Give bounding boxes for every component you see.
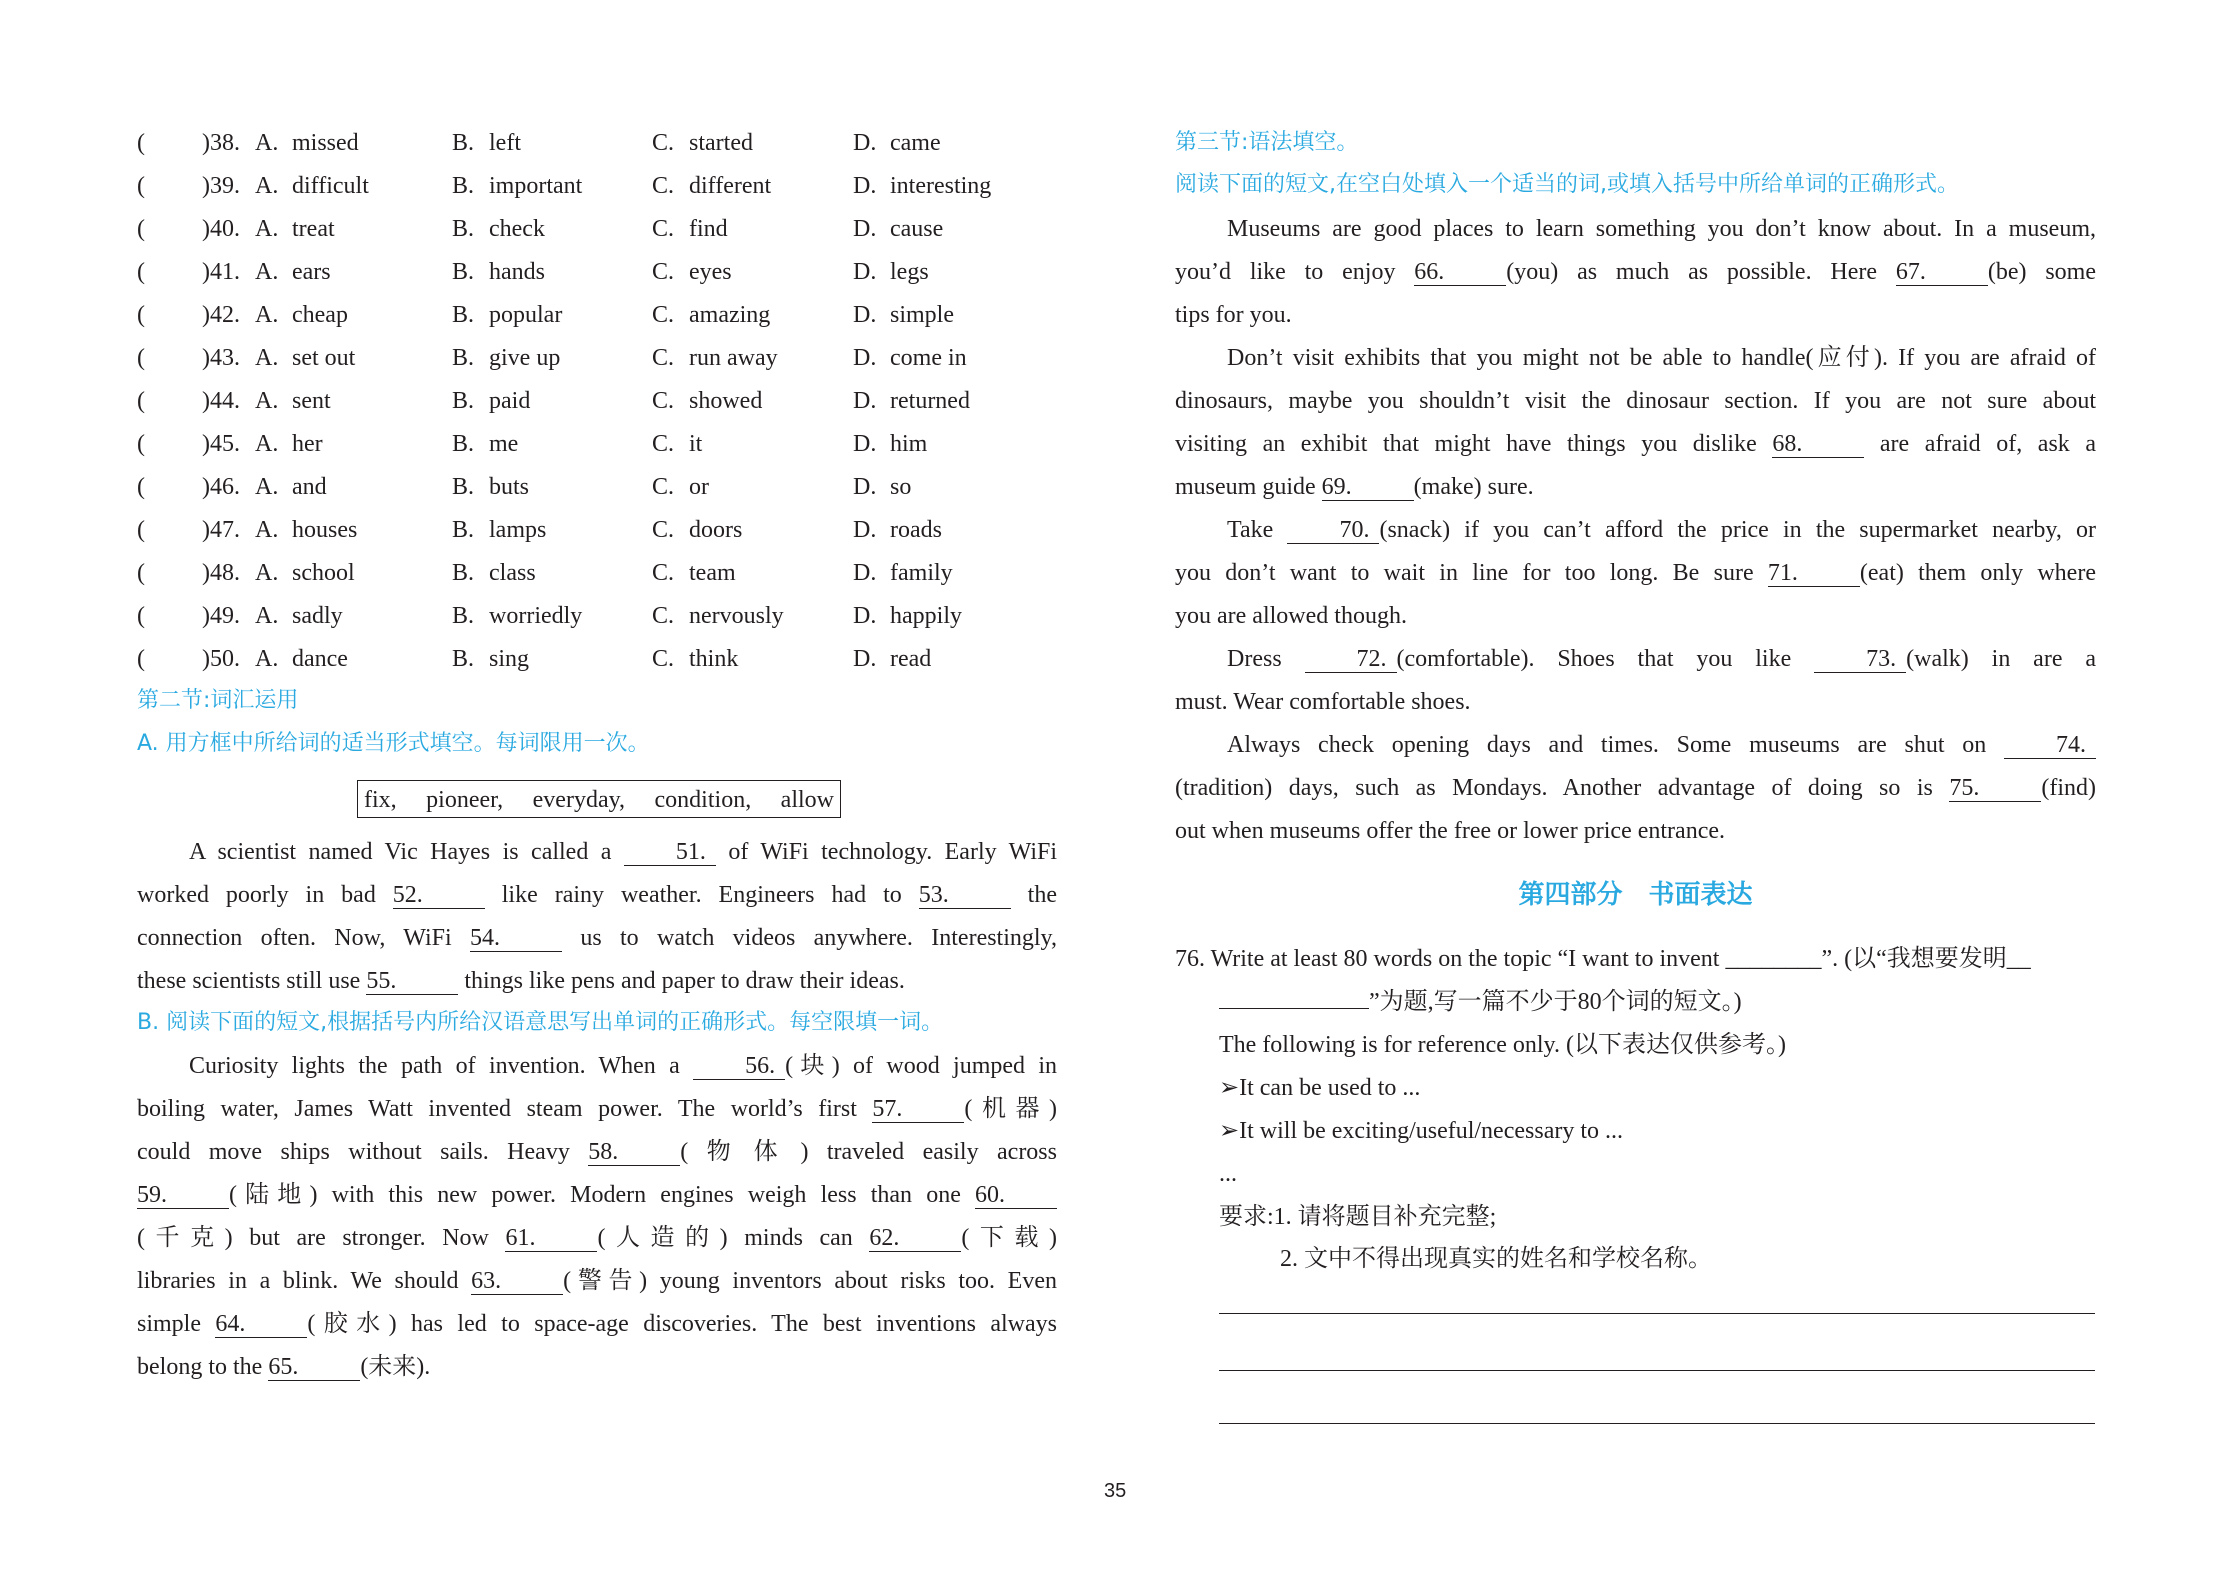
blank-58[interactable]: 58. — [588, 1139, 680, 1166]
blank-53[interactable]: 53. — [919, 882, 1011, 909]
option-text[interactable]: find — [689, 216, 728, 242]
option-text[interactable]: so — [890, 474, 912, 500]
q76-prompt-line1: 76. Write at least 80 words on the topic “I want to invent ________”. (以“我想要发明__ — [1175, 946, 2031, 972]
option-text[interactable]: hands — [489, 259, 545, 285]
blank-71[interactable]: 71. — [1768, 560, 1860, 587]
blank-61[interactable]: 61. — [505, 1225, 597, 1252]
option-text[interactable]: read — [890, 646, 932, 672]
option-letter[interactable]: A. — [255, 216, 279, 242]
option-letter[interactable]: A. — [255, 646, 279, 672]
option-text[interactable]: simple — [890, 302, 954, 328]
blank-62[interactable]: 62. — [869, 1225, 961, 1252]
section3-line: museum guide 69. (make) sure. — [1175, 474, 1534, 500]
option-letter[interactable]: A. — [255, 345, 279, 371]
blank-75[interactable]: 75. — [1949, 775, 2041, 802]
option-letter[interactable]: C. — [652, 345, 675, 371]
option-letter[interactable]: B. — [452, 646, 475, 672]
option-letter[interactable]: A. — [255, 474, 279, 500]
word-box-item: everyday, — [532, 787, 626, 813]
page-number: 35 — [1104, 1480, 1127, 1502]
answer-paren[interactable]: ( — [137, 474, 145, 500]
question-number: )39. — [202, 173, 240, 199]
option-text[interactable]: nervously — [689, 603, 784, 629]
option-text[interactable]: family — [890, 560, 953, 586]
option-text[interactable]: missed — [292, 130, 359, 156]
blank-70[interactable]: 70. — [1287, 517, 1379, 544]
option-letter[interactable]: D. — [853, 560, 877, 586]
cloze-question-row — [137, 429, 1057, 459]
option-letter[interactable]: B. — [452, 431, 475, 457]
option-letter[interactable]: B. — [452, 259, 475, 285]
question-number: )43. — [202, 345, 240, 371]
blank-65[interactable]: 65. — [268, 1354, 360, 1381]
cloze-question-row — [137, 386, 1057, 416]
option-letter[interactable]: B. — [452, 216, 475, 242]
option-text[interactable]: returned — [890, 388, 970, 414]
section3-instruction: 阅读下面的短文,在空白处填入一个适当的词,或填入括号中所给单词的正确形式。 — [1175, 172, 1959, 197]
option-text[interactable]: popular — [489, 302, 563, 328]
option-letter[interactable]: B. — [452, 302, 475, 328]
writing-line[interactable] — [1219, 1423, 2095, 1424]
option-text[interactable]: doors — [689, 517, 743, 543]
option-text[interactable]: ears — [292, 259, 331, 285]
option-text[interactable]: team — [689, 560, 736, 586]
option-letter[interactable]: A. — [255, 431, 279, 457]
answer-paren[interactable]: ( — [137, 259, 145, 285]
bullet-item: ➢It can be used to ... — [1219, 1075, 1421, 1101]
option-letter[interactable]: B. — [452, 603, 475, 629]
option-letter[interactable]: A. — [255, 173, 279, 199]
option-text[interactable]: sadly — [292, 603, 343, 629]
option-text[interactable]: it — [689, 431, 703, 457]
answer-paren[interactable]: ( — [137, 431, 145, 457]
option-letter[interactable]: C. — [652, 431, 675, 457]
blank-56[interactable]: 56. — [693, 1053, 785, 1080]
ellipsis: ... — [1219, 1161, 1237, 1187]
option-text[interactable]: sent — [292, 388, 331, 414]
section2-partA-instruction: A. 用方框中所给词的适当形式填空。每词限用一次。 — [137, 731, 650, 756]
answer-paren[interactable]: ( — [137, 216, 145, 242]
section2-title: 第二节:词汇运用 — [137, 688, 299, 713]
question-number: )41. — [202, 259, 240, 285]
option-letter[interactable]: D. — [853, 259, 877, 285]
option-letter[interactable]: A. — [255, 603, 279, 629]
option-text[interactable]: me — [489, 431, 519, 457]
section3-line: Dress 72. (comfortable). Shoes that you like 73. (walk) in are a — [1227, 646, 2097, 672]
part4-title: 第四部分 书面表达 — [1518, 880, 1753, 910]
blank-54[interactable]: 54. — [470, 925, 562, 952]
option-text[interactable]: come in — [890, 345, 967, 371]
title-blank[interactable] — [1219, 1008, 1369, 1009]
option-text[interactable]: him — [890, 431, 928, 457]
option-text[interactable]: sing — [489, 646, 530, 672]
question-number: )46. — [202, 474, 240, 500]
answer-paren[interactable]: ( — [137, 388, 145, 414]
cloze-question-row — [137, 515, 1057, 545]
partA-line: worked poorly in bad 52. like rainy weather. Engineers had to 53. the — [137, 882, 1057, 908]
section3-line: must. Wear comfortable shoes. — [1175, 689, 1471, 715]
section3-title: 第三节:语法填空。 — [1175, 130, 1359, 155]
option-text[interactable]: happily — [890, 603, 962, 629]
section3-line: Take 70. (snack) if you can’t afford the price in the supermarket nearby, or — [1227, 517, 2096, 543]
option-text[interactable]: her — [292, 431, 323, 457]
answer-paren[interactable]: ( — [137, 302, 145, 328]
option-text[interactable]: check — [489, 216, 545, 242]
option-letter[interactable]: C. — [652, 216, 675, 242]
option-letter[interactable]: B. — [452, 173, 475, 199]
option-letter[interactable]: D. — [853, 517, 877, 543]
option-text[interactable]: difficult — [292, 173, 369, 199]
option-text[interactable]: think — [689, 646, 739, 672]
bullet-item: ➢It will be exciting/useful/necessary to ... — [1219, 1118, 1624, 1144]
option-text[interactable]: important — [489, 173, 583, 199]
option-letter[interactable]: B. — [452, 130, 475, 156]
cloze-question-row — [137, 472, 1057, 502]
blank-52[interactable]: 52. — [393, 882, 485, 909]
cloze-question-row — [137, 558, 1057, 588]
question-number: )42. — [202, 302, 240, 328]
option-letter[interactable]: D. — [853, 345, 877, 371]
option-text[interactable]: class — [489, 560, 536, 586]
option-text[interactable]: started — [689, 130, 753, 156]
partA-line: these scientists still use 55. things like pens and paper to draw their ideas. — [137, 968, 905, 994]
section3-line: tips for you. — [1175, 302, 1292, 328]
option-letter[interactable]: B. — [452, 345, 475, 371]
section3-line: Don’t visit exhibits that you might not be able to handle(应付). If you are afraid of — [1227, 345, 2096, 371]
word-box-item: pioneer, — [426, 787, 504, 813]
option-letter[interactable]: C. — [652, 646, 675, 672]
cloze-question-row — [137, 601, 1057, 631]
option-letter[interactable]: D. — [853, 646, 877, 672]
option-text[interactable]: different — [689, 173, 772, 199]
option-letter[interactable]: A. — [255, 560, 279, 586]
option-text[interactable]: showed — [689, 388, 763, 414]
cloze-question-row — [137, 171, 1057, 201]
option-text[interactable]: cause — [890, 216, 944, 242]
blank-69[interactable]: 69. — [1322, 474, 1414, 501]
section3-line: out when museums offer the free or lower price entrance. — [1175, 818, 1725, 844]
option-letter[interactable]: A. — [255, 302, 279, 328]
blank-51[interactable]: 51. — [624, 839, 716, 866]
partB-line: belong to the 65. (未来). — [137, 1354, 431, 1380]
question-number: )47. — [202, 517, 240, 543]
option-text[interactable]: roads — [890, 517, 942, 543]
answer-paren[interactable]: ( — [137, 173, 145, 199]
q76-prompt-line2: ”为题,写一篇不少于80个词的短文。) — [1219, 987, 1742, 1017]
question-number: )50. — [202, 646, 240, 672]
arrow-bullet-icon: ➢ — [1219, 1075, 1240, 1101]
option-letter[interactable]: C. — [652, 560, 675, 586]
option-text[interactable]: and — [292, 474, 327, 500]
writing-line[interactable] — [1219, 1313, 2095, 1314]
option-text[interactable]: school — [292, 560, 355, 586]
blank-73[interactable]: 73. — [1814, 646, 1906, 673]
requirement-1: 要求:1. 请将题目补充完整; — [1219, 1204, 1497, 1230]
option-letter[interactable]: D. — [853, 216, 877, 242]
blank-55[interactable]: 55. — [366, 968, 458, 995]
cloze-question-row — [137, 257, 1057, 287]
question-number: )49. — [202, 603, 240, 629]
partB-line: Curiosity lights the path of invention. When a 56. (块) of wood jumped in — [189, 1053, 1058, 1079]
writing-line[interactable] — [1219, 1370, 2095, 1371]
option-text[interactable]: cheap — [292, 302, 348, 328]
option-letter[interactable]: B. — [452, 474, 475, 500]
section3-line: you are allowed though. — [1175, 603, 1407, 629]
option-text[interactable]: lamps — [489, 517, 547, 543]
question-number: )48. — [202, 560, 240, 586]
option-letter[interactable]: C. — [652, 259, 675, 285]
arrow-bullet-icon: ➢ — [1219, 1118, 1240, 1144]
word-box-item: allow — [780, 787, 834, 813]
option-letter[interactable]: B. — [452, 388, 475, 414]
blank-57[interactable]: 57. — [872, 1096, 964, 1123]
question-number: )40. — [202, 216, 240, 242]
option-text[interactable]: came — [890, 130, 941, 156]
answer-paren[interactable]: ( — [137, 646, 145, 672]
answer-paren[interactable]: ( — [137, 603, 145, 629]
answer-paren[interactable]: ( — [137, 517, 145, 543]
partB-line: simple 64. (胶水) has led to space-age discoveries. The best inventions always — [137, 1311, 1057, 1337]
cloze-question-row — [137, 300, 1057, 330]
blank-67[interactable]: 67. — [1896, 259, 1988, 286]
option-letter[interactable]: A. — [255, 517, 279, 543]
option-text[interactable]: give up — [489, 345, 561, 371]
partB-line: boiling water, James Watt invented steam power. The world’s first 57. (机器) — [137, 1096, 1058, 1122]
option-letter[interactable]: D. — [853, 431, 877, 457]
option-letter[interactable]: D. — [853, 388, 877, 414]
option-letter[interactable]: C. — [652, 130, 675, 156]
option-text[interactable]: set out — [292, 345, 356, 371]
option-text[interactable]: amazing — [689, 302, 771, 328]
partB-line: 59. (陆地) with this new power. Modern engines weigh less than one 60. — [137, 1180, 1057, 1210]
partB-line: could move ships without sails. Heavy 58. ( 物 体 ) traveled easily across — [137, 1139, 1057, 1165]
partA-line: A scientist named Vic Hayes is called a 51. of WiFi technology. Early WiFi — [189, 839, 1058, 865]
option-text[interactable]: paid — [489, 388, 531, 414]
option-letter[interactable]: D. — [853, 474, 877, 500]
partB-line: libraries in a blink. We should 63. (警告) young inventors about risks too. Even — [137, 1268, 1057, 1294]
blank-74[interactable]: 74. — [2004, 732, 2096, 759]
section3-line: Museums are good places to learn something you don’t know about. In a museum, — [1227, 216, 2096, 242]
answer-paren[interactable]: ( — [137, 130, 145, 156]
answer-paren[interactable]: ( — [137, 345, 145, 371]
answer-paren[interactable]: ( — [137, 560, 145, 586]
blank-72[interactable]: 72. — [1305, 646, 1397, 673]
option-letter[interactable]: C. — [652, 603, 675, 629]
partA-line: connection often. Now, WiFi 54. us to watch videos anywhere. Interestingly, — [137, 925, 1058, 951]
word-box-item: fix, — [364, 787, 397, 813]
section3-line: you don’t want to wait in line for too long. Be sure 71. (eat) them only where — [1175, 560, 2096, 586]
option-letter[interactable]: B. — [452, 560, 475, 586]
option-text[interactable]: interesting — [890, 173, 992, 199]
section3-line: you’d like to enjoy 66. (you) as much as possible. Here 67. (be) some — [1175, 259, 2097, 285]
option-text[interactable]: left — [489, 130, 521, 156]
option-letter[interactable]: C. — [652, 474, 675, 500]
option-letter[interactable]: B. — [452, 517, 475, 543]
word-box — [357, 780, 841, 818]
option-letter[interactable]: D. — [853, 130, 877, 156]
section3-line: visiting an exhibit that might have things you dislike 68. are afraid of, ask a — [1175, 431, 2096, 457]
option-text[interactable]: dance — [292, 646, 348, 672]
question-number: )44. — [202, 388, 240, 414]
blank-68[interactable]: 68. — [1772, 431, 1864, 458]
option-letter[interactable]: C. — [652, 173, 675, 199]
option-text[interactable]: houses — [292, 517, 358, 543]
cloze-question-row — [137, 644, 1057, 674]
option-text[interactable]: eyes — [689, 259, 732, 285]
cloze-question-row — [137, 214, 1057, 244]
option-letter[interactable]: C. — [652, 517, 675, 543]
option-text[interactable]: treat — [292, 216, 335, 242]
requirement-2: 2. 文中不得出现真实的姓名和学校名称。 — [1280, 1246, 1712, 1272]
cloze-question-row — [137, 343, 1057, 373]
word-box-item: condition, — [654, 787, 752, 813]
option-letter[interactable]: C. — [652, 388, 675, 414]
option-letter[interactable]: D. — [853, 173, 877, 199]
option-text[interactable]: run away — [689, 345, 778, 371]
option-text[interactable]: worriedly — [489, 603, 583, 629]
blank-64[interactable]: 64. — [215, 1311, 307, 1338]
option-text[interactable]: or — [689, 474, 709, 500]
cloze-question-row — [137, 128, 1057, 158]
option-letter[interactable]: A. — [255, 130, 279, 156]
blank-66[interactable]: 66. — [1414, 259, 1506, 286]
option-text[interactable]: buts — [489, 474, 530, 500]
option-text[interactable]: legs — [890, 259, 929, 285]
blank-60[interactable]: 60. — [975, 1182, 1057, 1209]
option-letter[interactable]: D. — [853, 603, 877, 629]
section3-line: dinosaurs, maybe you shouldn’t visit the dinosaur section. If you are not sure about — [1175, 388, 2096, 414]
section2-partB-instruction: B. 阅读下面的短文,根据括号内所给汉语意思写出单词的正确形式。每空限填一词。 — [137, 1010, 944, 1035]
blank-59[interactable]: 59. — [137, 1182, 229, 1209]
option-letter[interactable]: A. — [255, 388, 279, 414]
reference-note: The following is for reference only. (以下表达仅供参考。) — [1219, 1032, 1786, 1058]
section3-line: Always check opening days and times. Some museums are shut on 74. — [1175, 730, 2096, 760]
partB-line: (千克) but are stronger. Now 61. (人造的) minds can 62. (下载) — [137, 1225, 1058, 1251]
question-number: )45. — [202, 431, 240, 457]
question-number: )38. — [202, 130, 240, 156]
blank-63[interactable]: 63. — [471, 1268, 563, 1295]
option-letter[interactable]: A. — [255, 259, 279, 285]
option-letter[interactable]: D. — [853, 302, 877, 328]
option-letter[interactable]: C. — [652, 302, 675, 328]
section3-line: (tradition) days, such as Mondays. Another advantage of doing so is 75. (find) — [1175, 775, 2096, 801]
